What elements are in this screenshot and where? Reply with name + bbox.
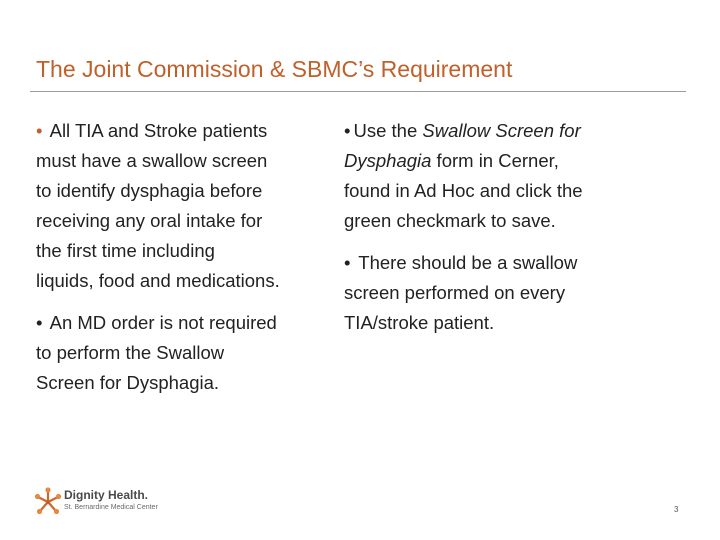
- left-bullet-2-line-3: Screen for Dysphagia.: [36, 372, 220, 393]
- left-bullet-1-line-2: must have a swallow screen: [36, 150, 268, 171]
- right-bullet-2-line-1: There should be a swallow: [358, 252, 578, 273]
- right-bullet-2: [344, 248, 644, 338]
- right-bullet-2-line-2: screen performed on every: [344, 282, 566, 303]
- left-bullet-1-line-4: receiving any oral intake for: [36, 210, 263, 231]
- slide-title: The Joint Commission & SBMC’s Requirement: [36, 56, 513, 82]
- logo-name: Dignity Health.: [64, 488, 149, 502]
- form-name-italic-part-2: Dysphagia: [344, 150, 432, 171]
- bullet-marker: •: [36, 120, 43, 141]
- bullet-marker: •: [344, 120, 351, 141]
- title-divider: [30, 91, 686, 92]
- logo-subtitle: St. Bernardine Medical Center: [64, 504, 158, 511]
- form-name-italic-part-1: Swallow Screen for: [422, 120, 581, 141]
- left-bullet-1-line-5: the first time including: [36, 240, 215, 261]
- dignity-health-flower-icon: [34, 486, 62, 518]
- right-bullet-1-line-4: green checkmark to save.: [344, 210, 556, 231]
- right-bullet-1-line-2-rest: form in Cerner,: [431, 150, 559, 171]
- left-bullet-1-line-1: All TIA and Stroke patients: [49, 120, 268, 141]
- left-bullet-1-line-3: to identify dysphagia before: [36, 180, 263, 201]
- right-bullet-2-line-3: TIA/stroke patient.: [344, 312, 495, 333]
- right-column: [344, 116, 644, 350]
- right-bullet-1-prefix: Use the: [353, 120, 423, 141]
- dignity-health-logo: [34, 486, 184, 518]
- right-bullet-1: [344, 116, 644, 236]
- left-bullet-2-line-2: to perform the Swallow: [36, 342, 225, 363]
- page-number: 3: [674, 505, 679, 514]
- left-bullet-1-line-6: liquids, food and medications.: [36, 270, 280, 291]
- right-bullet-1-line-3: found in Ad Hoc and click the: [344, 180, 583, 201]
- bullet-marker: •: [36, 312, 43, 333]
- left-bullet-1: [36, 116, 336, 296]
- left-bullet-2-line-1: An MD order is not required: [49, 312, 277, 333]
- left-bullet-2: [36, 308, 336, 398]
- left-column: [36, 116, 336, 410]
- bullet-marker: •: [344, 252, 351, 273]
